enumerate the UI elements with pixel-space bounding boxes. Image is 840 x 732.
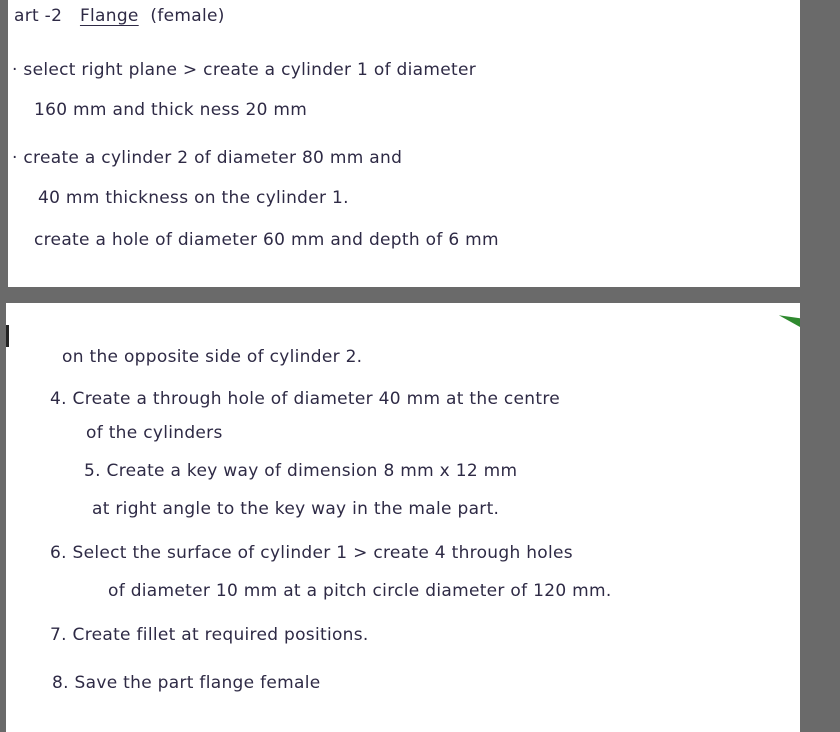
instruction-line: 6. Select the surface of cylinder 1 > create 4 through holes <box>50 543 573 563</box>
instruction-line: on the opposite side of cylinder 2. <box>62 347 363 367</box>
instruction-line: 40 mm thickness on the cylinder 1. <box>38 188 349 208</box>
page-heading <box>14 6 225 26</box>
instruction-line: 7. Create fillet at required positions. <box>50 625 369 645</box>
instruction-line: · create a cylinder 2 of diameter 80 mm and <box>12 148 403 168</box>
instruction-line: at right angle to the key way in the male part. <box>92 499 500 519</box>
instruction-line: · select right plane > create a cylinder 1 of diameter <box>12 60 477 80</box>
instruction-line: of the cylinders <box>86 423 223 443</box>
corner-page-tab <box>777 315 800 329</box>
instruction-line: 8. Save the part flange female <box>52 673 321 693</box>
instruction-line: 5. Create a key way of dimension 8 mm x 12 mm <box>84 461 518 481</box>
page-edge-mark <box>6 325 9 347</box>
instruction-line: of diameter 10 mm at a pitch circle diameter of 120 mm. <box>108 581 612 601</box>
heading-suffix: (female) <box>150 6 225 26</box>
heading-title: Flange <box>79 6 139 26</box>
instruction-line: 4. Create a through hole of diameter 40 mm at the centre <box>50 389 561 409</box>
instruction-line: create a hole of diameter 60 mm and depth of 6 mm <box>34 230 499 250</box>
notebook-page-bottom <box>6 303 800 732</box>
heading-prefix: art -2 <box>14 6 63 26</box>
notebook-page-top <box>8 0 800 287</box>
instruction-line: 160 mm and thick ness 20 mm <box>34 100 308 120</box>
